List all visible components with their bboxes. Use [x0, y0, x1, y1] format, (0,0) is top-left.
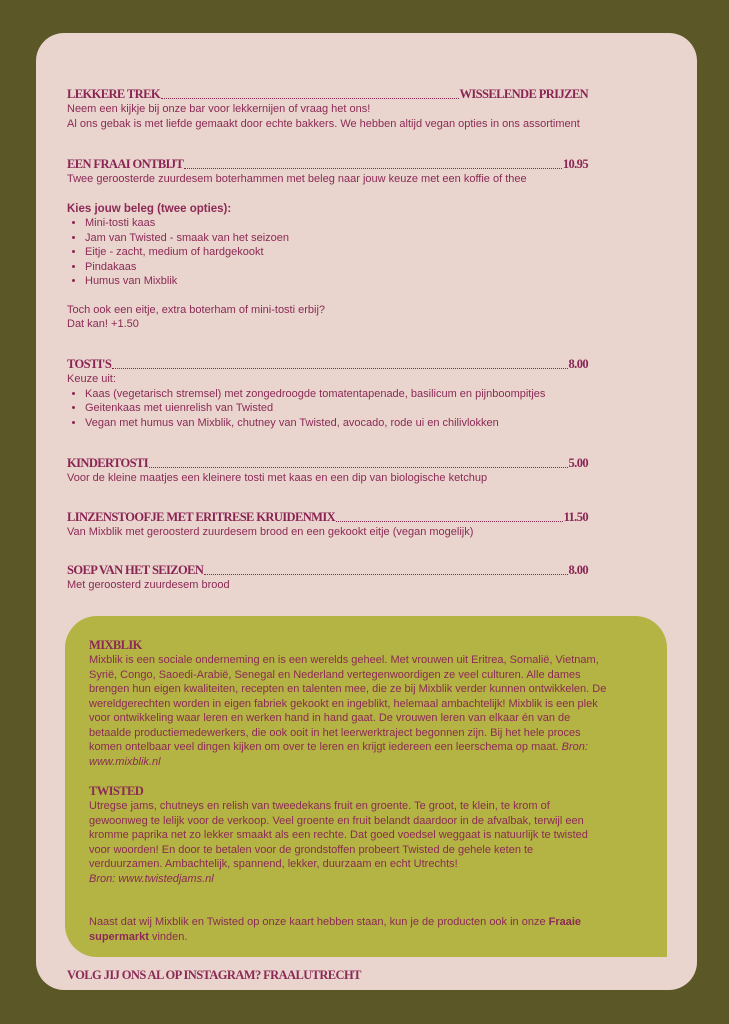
options-list — [67, 387, 588, 431]
item-title: LINZENSTOOFJE MET ERITRESE KRUIDENMIX — [67, 510, 336, 524]
dot-leader — [161, 98, 459, 99]
options-list — [67, 216, 588, 289]
partner-source: Bron: www.twistedjams.nl — [89, 872, 214, 885]
choice-heading: Kies jouw beleg (twee opties): — [67, 202, 232, 215]
partner-text: Mixblik is een sociale onderneming en is een werelds geheel. Met vrouwen uit Eritrea, Somalië, Vietnam, Syrië, Congo, Saoedi-Arabië, Senegal en Nederland vertegenwoordigen ze veel culturen. Alle dames brengen hun eigen kwaliteiten, recepten en talenten mee, die ze bij Mixblik verder kunnen ontwikkelen. De wereldgerechten worden in eigen fabriek gekookt en ingeblikt, helemaal ambachtelijk! Mixblik is een plek voor ontwikkeling waar leren en werken hand in hand gaat. De vrouwen leren van elkaar én van de betaalde productiemedewerkers, die ook ooit in het leerwerktraject begonnen zijn. Bij het hele proces komen ontelbaar veel dingen kijken om over te leren en krijgt iedereen een leerschema op maat. — [89, 654, 607, 753]
partner-title: TWISTED — [89, 784, 144, 798]
partner-source: Bron: www.mixblik.nl — [89, 741, 588, 768]
dot-leader — [149, 467, 568, 468]
menu-item-linzenstoofje — [67, 510, 588, 540]
menu-item-lekkere-trek — [67, 87, 588, 131]
list-item: • Geitenkaas met uienrelish van Twisted — [85, 401, 588, 416]
item-price: WISSELENDE PRIJZEN — [459, 87, 588, 101]
partner-twisted — [89, 784, 609, 886]
item-desc: Met geroosterd zuurdesem brood — [67, 579, 230, 591]
menu-item-kindertosti — [67, 456, 588, 486]
item-desc: Neem een kijkje bij onze bar voor lekkernijen of vraag het ons! — [67, 103, 371, 115]
item-price: 10.95 — [562, 157, 588, 171]
item-desc: Keuze uit: — [67, 373, 116, 385]
dot-leader — [204, 574, 567, 575]
note-text-end: vinden. — [151, 930, 188, 943]
partner-title: MIXBLIK — [89, 638, 142, 652]
extra-text: Toch ook een eitje, extra boterham of mini-tosti erbij? — [67, 303, 326, 316]
item-desc: Twee geroosterde zuurdesem boterhammen met beleg naar jouw keuze met een koffie of thee — [67, 173, 527, 185]
partner-text: Utregse jams, chutneys en relish van tweedekans fruit en groente. Te groot, te klein, te krom of gewoonweg te lelijk voor de verkoop. Veel groente en fruit belandt daardoor in de afvalbak, terwijl een kromme paprika net zo lekker smaakt als een rechte. Dat goed voedsel weggaat is natuurlijk te twisted voor woorden! En door te betalen voor de grondstoffen probeert Twisted de gehele keten te verduurzamen. Ambachtelijk, spannend, lekker, duurzaam en echt Utrechts! — [89, 800, 588, 870]
item-title: LEKKERE TREK — [67, 87, 160, 101]
list-item: • Kaas (vegetarisch stremsel) met zongedroogde tomatentapenade, basilicum en pijnboompitjes — [85, 387, 588, 402]
note-text: Naast dat wij Mixblik en Twisted op onze kaart hebben staan, kun je de producten ook in onze — [89, 916, 546, 928]
partner-mixblik — [89, 638, 609, 769]
list-item: • Mini-tosti kaas — [85, 216, 588, 231]
menu-item-soep — [67, 563, 588, 593]
item-price: 11.50 — [563, 510, 588, 524]
dot-leader — [336, 521, 563, 522]
supermarket-note — [89, 915, 609, 944]
item-price: 5.00 — [568, 456, 588, 470]
item-price: 8.00 — [568, 357, 588, 371]
dot-leader — [184, 168, 562, 169]
extra-price: Dat kan! +1.50 — [67, 318, 139, 330]
menu-item-tostis — [67, 357, 588, 430]
item-desc: Voor de kleine maatjes een kleinere tosti met kaas en een dip van biologische ketchup — [67, 472, 488, 484]
list-item: • Eitje - zacht, medium of hardgekookt — [85, 245, 588, 260]
supermarket-link: Fraaie supermarkt — [89, 916, 582, 943]
item-desc: Al ons gebak is met liefde gemaakt door echte bakkers. We hebben altijd vegan opties in ons assortiment — [67, 117, 580, 130]
item-title: KINDERTOSTI — [67, 456, 148, 470]
dot-leader — [112, 368, 567, 369]
menu-item-ontbijt — [67, 157, 588, 332]
item-title: SOEP VAN HET SEIZOEN — [67, 563, 204, 577]
item-title: EEN FRAAI ONTBIJT — [67, 157, 184, 171]
list-item: • Humus van Mixblik — [85, 274, 588, 289]
list-item: • Jam van Twisted - smaak van het seizoen — [85, 231, 588, 246]
list-item: • Vegan met humus van Mixblik, chutney van Twisted, avocado, rode ui en chilivlokken — [85, 416, 588, 431]
instagram-footer: VOLG JIJ ONS AL OP INSTAGRAM? FRAALUTRECHT — [67, 968, 361, 982]
item-title: TOSTI'S — [67, 357, 112, 371]
item-desc: Van Mixblik met geroosterd zuurdesem brood en een gekookt eitje (vegan mogelijk) — [67, 526, 474, 538]
item-price: 8.00 — [568, 563, 588, 577]
list-item: • Pindakaas — [85, 260, 588, 275]
